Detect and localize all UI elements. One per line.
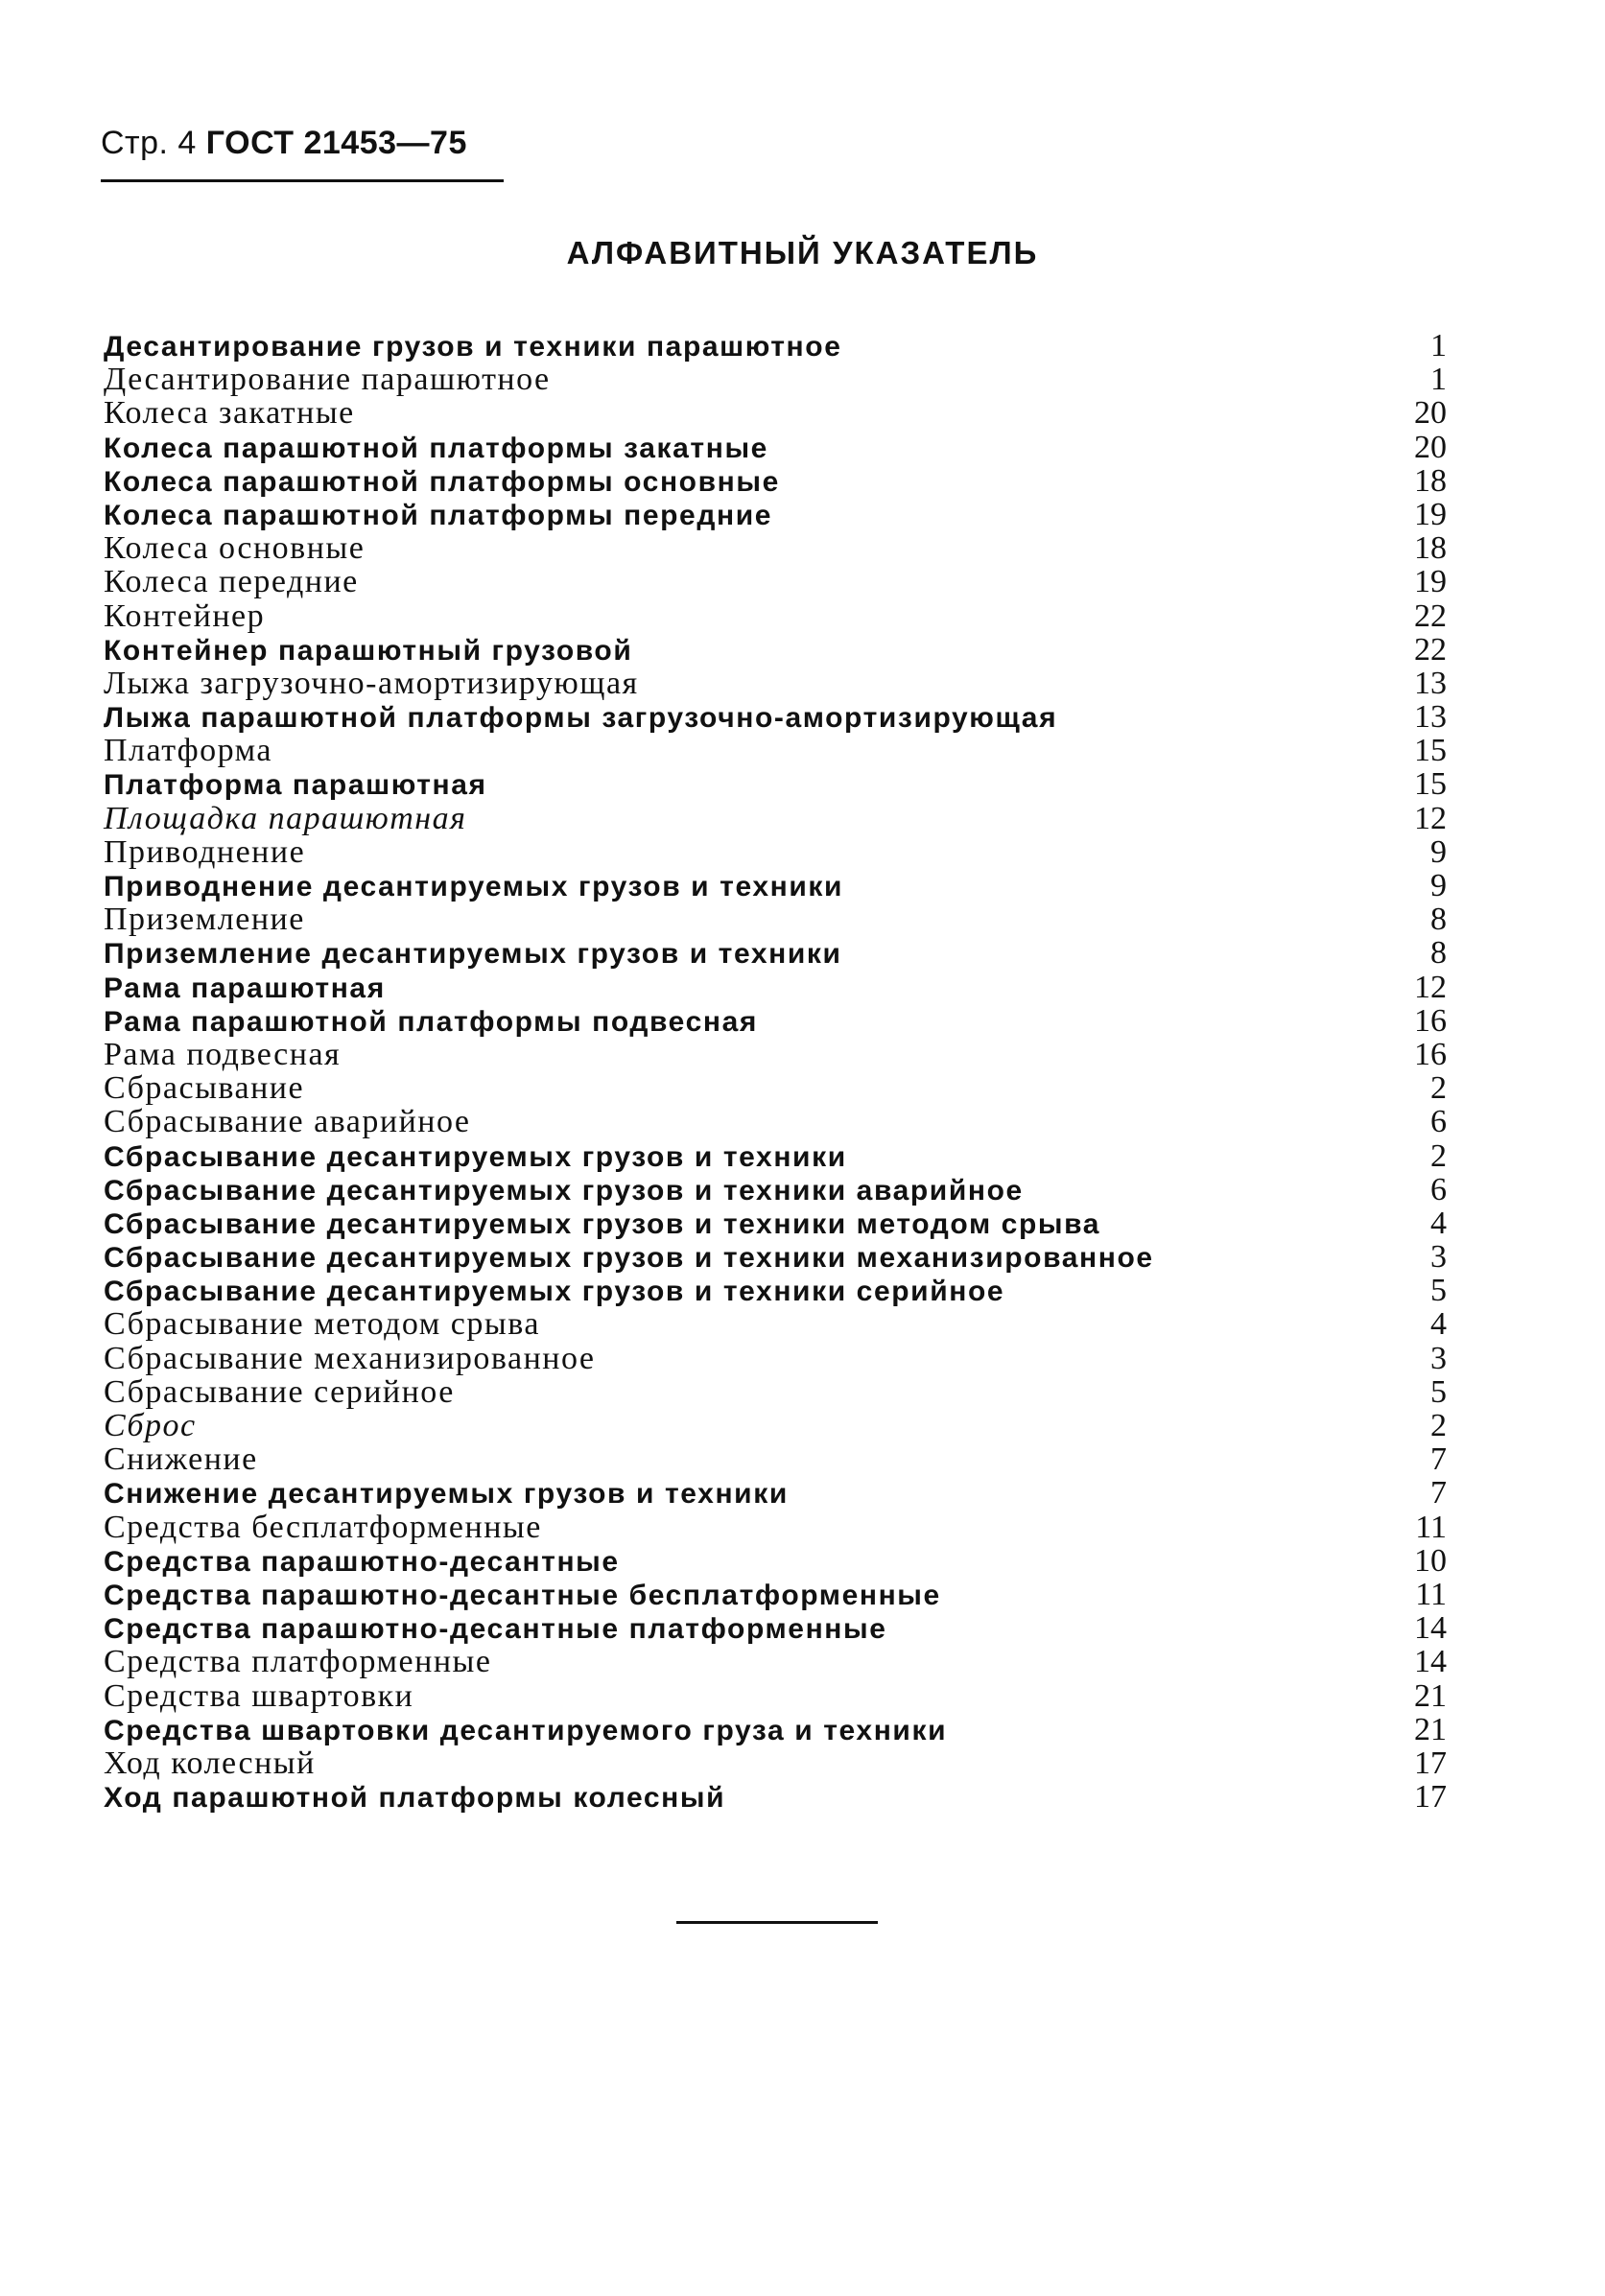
index-entry: [104, 1342, 1447, 1375]
index-entry: [104, 734, 1447, 767]
index-term-number: 20: [1414, 395, 1447, 432]
index-term: Площадка парашютная: [104, 800, 467, 836]
index-term-number: 5: [1430, 1273, 1447, 1309]
index-term: Колеса парашютной платформы закатные: [104, 432, 768, 464]
index-entry: [104, 1307, 1447, 1341]
index-term-number: 13: [1414, 665, 1447, 701]
alphabetical-index: [104, 329, 1447, 1814]
index-term-number: 21: [1414, 1711, 1447, 1747]
index-term-number: 9: [1430, 868, 1447, 903]
index-entry: [104, 1544, 1447, 1578]
index-term: Приводнение: [104, 833, 306, 870]
index-term: Лыжа загрузочно-амортизирующая: [104, 665, 639, 701]
index-entry: [104, 1004, 1447, 1038]
index-entry: [104, 767, 1447, 801]
index-term: Сбрасывание аварийное: [104, 1104, 471, 1140]
index-term-number: 18: [1414, 530, 1447, 567]
index-entry: [104, 464, 1447, 498]
index-term-number: 6: [1430, 1171, 1447, 1207]
standard-number: ГОСТ 21453—75: [205, 125, 467, 161]
index-entry: [104, 1071, 1447, 1105]
index-term-number: 4: [1430, 1306, 1447, 1343]
header-rule: [101, 179, 504, 182]
index-entry: [104, 869, 1447, 902]
index-term-number: 7: [1430, 1441, 1447, 1478]
index-term: Контейнер: [104, 597, 266, 634]
index-term-number: 15: [1414, 766, 1447, 803]
index-entry: [104, 1207, 1447, 1240]
index-entry: [104, 599, 1447, 633]
index-entry: [104, 1442, 1447, 1476]
index-term: Десантирование грузов и техники парашютное: [104, 331, 842, 363]
index-term-number: 1: [1430, 328, 1447, 363]
index-entry: [104, 1409, 1447, 1442]
index-term: Средства платформенные: [104, 1644, 492, 1680]
index-term-number: 16: [1414, 1036, 1447, 1072]
index-term: Приводнение десантируемых грузов и техники: [104, 871, 844, 902]
index-entry: [104, 1511, 1447, 1544]
index-entry: [104, 1713, 1447, 1746]
index-term-number: 9: [1430, 833, 1447, 870]
index-term-number: 3: [1430, 1340, 1447, 1376]
index-entry: [104, 1375, 1447, 1409]
index-entry: [104, 1746, 1447, 1780]
index-term: Ход колесный: [104, 1745, 316, 1781]
index-entry: [104, 633, 1447, 667]
index-entry: [104, 700, 1447, 734]
index-term-number: 5: [1430, 1373, 1447, 1410]
index-entry: [104, 1139, 1447, 1173]
index-term: Платформа: [104, 733, 272, 769]
index-term-number: 22: [1414, 631, 1447, 668]
index-term: Ход парашютной платформы колесный: [104, 1782, 726, 1815]
index-entry: [104, 667, 1447, 700]
index-term-number: 21: [1414, 1677, 1447, 1714]
index-entry: [104, 1645, 1447, 1678]
index-entry: [104, 396, 1447, 430]
index-title: АЛФАВИТНЫЙ УКАЗАТЕЛЬ: [566, 235, 1039, 270]
index-entry: [104, 1476, 1447, 1510]
index-term: Средства парашютно-десантные: [104, 1545, 620, 1578]
index-term-number: 10: [1414, 1542, 1447, 1579]
index-term-number: 12: [1414, 969, 1447, 1005]
index-term: Сброс: [104, 1408, 197, 1443]
index-entry: [104, 802, 1447, 835]
index-term-number: 16: [1414, 1002, 1447, 1039]
index-term-number: 7: [1430, 1475, 1447, 1511]
index-term-number: 2: [1430, 1137, 1447, 1174]
index-term-number: 19: [1414, 564, 1447, 600]
index-term: Контейнер парашютный грузовой: [104, 634, 633, 667]
index-entry: [104, 329, 1447, 363]
index-term-number: 11: [1415, 1509, 1447, 1545]
index-term: Средства швартовки десантируемого груза и техники: [104, 1714, 948, 1746]
index-term: Сбрасывание десантируемых грузов и техники серийное: [104, 1276, 1005, 1308]
index-entry: [104, 902, 1447, 936]
index-term-number: 19: [1414, 496, 1447, 532]
index-term: Сбрасывание десантируемых грузов и техники аварийное: [104, 1174, 1024, 1207]
index-term: Колеса основные: [104, 530, 366, 567]
index-entry: [104, 498, 1447, 531]
index-entry: [104, 1105, 1447, 1138]
index-term-number: 18: [1414, 462, 1447, 499]
index-entry: [104, 431, 1447, 464]
index-entry: [104, 1780, 1447, 1814]
index-term: Колеса передние: [104, 564, 359, 600]
index-entry: [104, 971, 1447, 1004]
index-term-number: 20: [1414, 429, 1447, 465]
index-term: Приземление десантируемых грузов и техники: [104, 938, 842, 971]
index-term-number: 6: [1430, 1104, 1447, 1140]
index-term: Рама подвесная: [104, 1036, 342, 1072]
index-term: Платформа парашютная: [104, 769, 487, 802]
index-term: Сбрасывание механизированное: [104, 1340, 596, 1376]
index-entry: [104, 565, 1447, 598]
index-entry: [104, 531, 1447, 565]
index-term: Приземление: [104, 902, 305, 938]
index-term-number: 15: [1414, 733, 1447, 769]
index-entry: [104, 1611, 1447, 1645]
page-number-label: Стр. 4: [101, 125, 197, 161]
index-term: Сбрасывание десантируемых грузов и техники механизированное: [104, 1242, 1154, 1275]
index-term-number: 13: [1414, 699, 1447, 736]
index-entry: [104, 1679, 1447, 1713]
index-entry: [104, 1173, 1447, 1207]
index-entry: [104, 1578, 1447, 1611]
index-term-number: 4: [1430, 1205, 1447, 1241]
index-term-number: 11: [1415, 1576, 1447, 1612]
index-term-number: 3: [1430, 1239, 1447, 1276]
index-entry: [104, 1038, 1447, 1071]
index-term: Средства швартовки: [104, 1677, 414, 1714]
index-term: Колеса закатные: [104, 395, 355, 432]
index-term: Снижение десантируемых грузов и техники: [104, 1478, 789, 1511]
index-term-number: 17: [1414, 1745, 1447, 1781]
index-term: Сбрасывание десантируемых грузов и техники: [104, 1140, 847, 1173]
index-term: Колеса парашютной платформы основные: [104, 465, 780, 498]
index-term: Колеса парашютной платформы передние: [104, 499, 773, 531]
index-term-number: 22: [1414, 597, 1447, 634]
index-term: Сбрасывание серийное: [104, 1373, 455, 1410]
index-term-number: 2: [1430, 1408, 1447, 1443]
index-term-number: 14: [1414, 1610, 1447, 1647]
index-entry: [104, 363, 1447, 396]
index-entry: [104, 936, 1447, 970]
index-term: Лыжа парашютной платформы загрузочно-амортизирующая: [104, 702, 1058, 735]
end-rule: [676, 1921, 878, 1924]
index-term: Средства парашютно-десантные бесплатформенные: [104, 1579, 941, 1611]
index-entry: [104, 835, 1447, 869]
index-term-number: 8: [1430, 935, 1447, 972]
index-entry: [104, 1240, 1447, 1274]
index-term: Рама парашютная: [104, 972, 386, 1004]
index-term-number: 2: [1430, 1070, 1447, 1107]
index-term: Сбрасывание: [104, 1070, 305, 1107]
index-entry: [104, 1274, 1447, 1307]
index-term-number: 17: [1414, 1779, 1447, 1816]
page-header: [101, 125, 467, 162]
index-term-number: 8: [1430, 902, 1447, 938]
index-term: Средства парашютно-десантные платформенные: [104, 1613, 887, 1646]
index-term: Рама парашютной платформы подвесная: [104, 1005, 758, 1038]
index-term-number: 14: [1414, 1644, 1447, 1680]
index-term: Десантирование парашютное: [104, 362, 551, 398]
index-term: Сбрасывание десантируемых грузов и техники методом срыва: [104, 1207, 1101, 1240]
index-term-number: 12: [1414, 800, 1447, 836]
index-term: Средства бесплатформенные: [104, 1509, 542, 1545]
index-term: Снижение: [104, 1441, 258, 1478]
index-term-number: 1: [1430, 362, 1447, 398]
index-term: Сбрасывание методом срыва: [104, 1306, 540, 1343]
